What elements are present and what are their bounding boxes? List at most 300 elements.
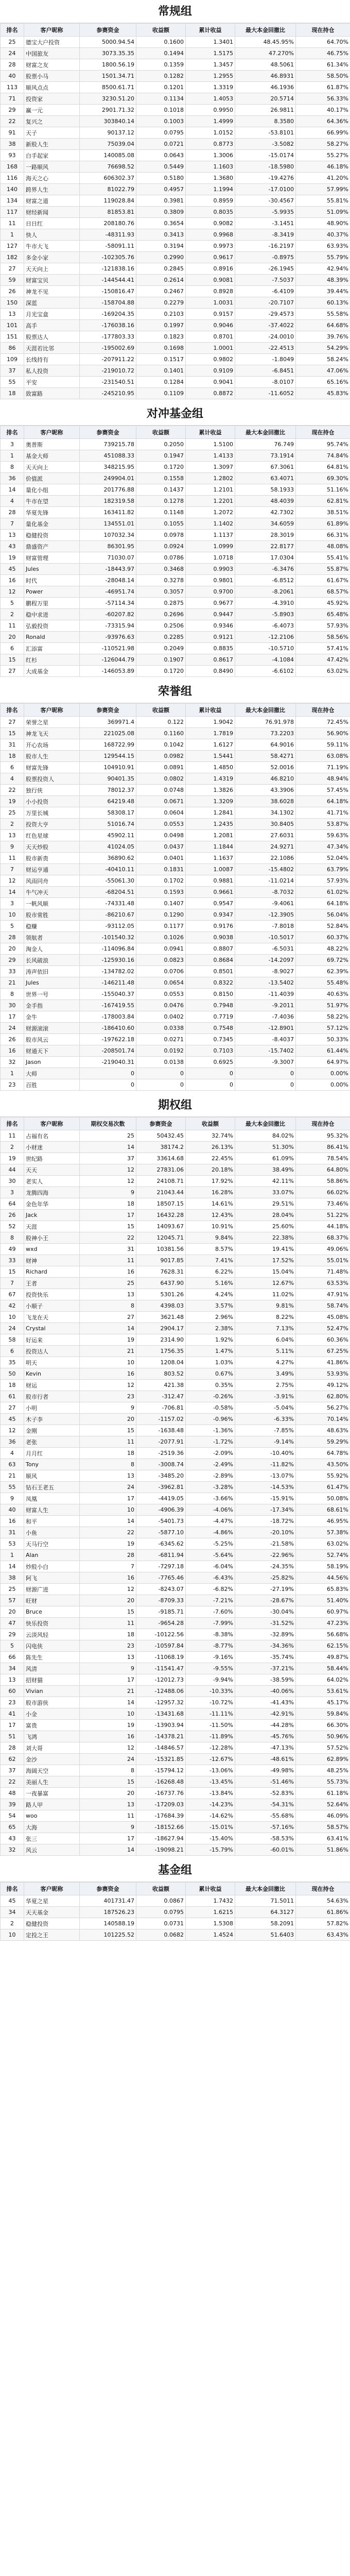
value-cell: 0.0437 — [136, 841, 186, 853]
value-cell: 64.81% — [296, 462, 350, 473]
nickname-cell: 赢一元 — [24, 105, 80, 116]
value-cell: 58.1933 — [235, 484, 296, 496]
value-cell: 0.1437 — [136, 484, 186, 496]
column-header: 客户昵称 — [24, 1117, 80, 1130]
value-cell: -19098.21 — [136, 1844, 186, 1856]
value-cell: -15.91% — [235, 1493, 296, 1504]
value-cell: 58.44% — [296, 1663, 350, 1674]
value-cell: 0.0643 — [136, 150, 186, 161]
value-cell: -15.0174 — [235, 150, 296, 161]
value-cell: 129544.15 — [80, 751, 136, 762]
value-cell: 140588.19 — [80, 1918, 136, 1929]
value-cell: 1.0999 — [186, 541, 235, 552]
table-row — [1, 59, 350, 71]
rank-cell: 61 — [1, 1391, 24, 1402]
value-cell: -9.2011 — [235, 1000, 296, 1011]
value-cell: 0.0721 — [136, 139, 186, 150]
value-cell: -48311.93 — [80, 229, 136, 241]
value-cell: 47.270% — [235, 48, 296, 59]
value-cell: -28.67% — [235, 1595, 296, 1606]
value-cell: 2901.71.32 — [80, 105, 136, 116]
value-cell: 62.80% — [296, 1391, 350, 1402]
value-cell: 73.46% — [296, 1198, 350, 1210]
value-cell: 74.84% — [296, 450, 350, 462]
rank-cell: 19 — [1, 1153, 24, 1164]
value-cell: 0.8035 — [186, 207, 235, 218]
table-row — [1, 632, 350, 643]
value-cell: 0.1109 — [136, 388, 186, 399]
table-row — [1, 898, 350, 909]
rank-cell: 6 — [1, 1346, 24, 1357]
value-cell: 61.67% — [296, 575, 350, 586]
value-cell: 48.90% — [296, 218, 350, 229]
value-cell: -57.16% — [235, 1822, 296, 1833]
table-row — [1, 1221, 350, 1232]
value-cell: -4906.39 — [136, 1504, 186, 1516]
value-cell: -102305.76 — [80, 252, 136, 263]
value-cell: 18 — [80, 1629, 136, 1640]
value-cell: 55.81% — [296, 195, 350, 207]
value-cell: 15 — [80, 1425, 136, 1436]
value-cell: -3.1451 — [235, 218, 296, 229]
value-cell: 61.02% — [296, 887, 350, 898]
value-cell: 1501.34.71 — [80, 71, 136, 82]
nickname-cell: 天涯若比邻 — [24, 343, 80, 354]
ranking-section — [0, 0, 350, 402]
value-cell: 1.2435 — [186, 819, 235, 830]
rank-cell: 28 — [1, 932, 24, 943]
value-cell: -13903.94 — [136, 1720, 186, 1731]
value-cell: 39.76% — [296, 331, 350, 343]
column-header: 参赛资金 — [80, 426, 136, 439]
nickname-cell: Alan — [24, 1550, 80, 1561]
value-cell: 12.67% — [235, 1278, 296, 1289]
nickname-cell: 闪电侠 — [24, 1640, 80, 1652]
table-row — [1, 229, 350, 241]
rank-cell: 14 — [1, 887, 24, 898]
value-cell: 0.9109 — [186, 365, 235, 377]
table-row — [1, 921, 350, 932]
rank-cell: 15 — [1, 728, 24, 739]
value-cell: -126044.79 — [80, 654, 136, 666]
value-cell: 1.4999 — [186, 116, 235, 127]
rank-cell: 13 — [1, 830, 24, 841]
value-cell: 0.1997 — [136, 320, 186, 331]
value-cell: 1.2201 — [186, 496, 235, 507]
value-cell: -28048.14 — [80, 575, 136, 586]
value-cell: 64.18% — [296, 898, 350, 909]
rank-cell: 6 — [1, 643, 24, 654]
column-header: 客户昵称 — [24, 1883, 80, 1895]
value-cell: 81853.81 — [80, 207, 136, 218]
value-cell: -34.36% — [235, 1640, 296, 1652]
rank-cell: 43 — [1, 1833, 24, 1844]
value-cell: 1.3457 — [186, 59, 235, 71]
value-cell: 12045.71 — [136, 1232, 186, 1244]
rank-cell: 6 — [1, 762, 24, 773]
rank-cell: 29 — [1, 1629, 24, 1640]
value-cell: 15.04% — [235, 1266, 296, 1278]
nickname-cell: 金牛 — [24, 1011, 80, 1023]
value-cell: 1.5441 — [186, 751, 235, 762]
value-cell: 0.1517 — [136, 354, 186, 365]
nickname-cell: 金色年华 — [24, 1198, 80, 1210]
value-cell: -17684.39 — [136, 1810, 186, 1822]
value-cell: -7.4036 — [235, 1011, 296, 1023]
table-row — [1, 484, 350, 496]
value-cell: -55061.30 — [80, 875, 136, 887]
value-cell: 14 — [80, 1697, 136, 1708]
value-cell: 15 — [80, 1776, 136, 1788]
column-header: 期权交易次数 — [80, 1117, 136, 1130]
table-row — [1, 864, 350, 875]
value-cell: -7.99% — [186, 1618, 235, 1629]
value-cell: -10.40% — [235, 1448, 296, 1459]
value-cell: 71030.07 — [80, 552, 136, 564]
value-cell: 20 — [80, 1595, 136, 1606]
table-row — [1, 819, 350, 830]
table-row — [1, 853, 350, 864]
rank-cell: 1 — [1, 229, 24, 241]
value-cell: 0.2103 — [136, 309, 186, 320]
value-cell: 12.43% — [186, 1210, 235, 1221]
value-cell: 0.9700 — [186, 586, 235, 598]
value-cell: -19.4276 — [235, 173, 296, 184]
value-cell: 58.56% — [296, 632, 350, 643]
value-cell: 54.63% — [296, 1895, 350, 1907]
value-cell: 28.3019 — [235, 530, 296, 541]
value-cell: 48.63% — [296, 1425, 350, 1436]
value-cell: 0.9802 — [186, 354, 235, 365]
table-row — [1, 1176, 350, 1187]
value-cell: 63.41% — [296, 1833, 350, 1844]
value-cell: 14 — [80, 1142, 136, 1153]
nickname-cell: 顺风 — [24, 1470, 80, 1482]
value-cell: 0.8872 — [186, 388, 235, 399]
value-cell: 0.8807 — [186, 943, 235, 955]
value-cell: -54.31% — [235, 1799, 296, 1810]
rank-cell: 12 — [1, 586, 24, 598]
value-cell: 101225.52 — [80, 1929, 136, 1941]
value-cell: 8.57% — [186, 1244, 235, 1255]
rank-cell: 57 — [1, 1595, 24, 1606]
value-cell: 48.5061 — [235, 59, 296, 71]
ranking-table — [0, 426, 350, 677]
value-cell: -1638.48 — [136, 1425, 186, 1436]
value-cell: 0.0891 — [136, 762, 186, 773]
value-cell: -38.59% — [235, 1674, 296, 1686]
value-cell: -18627.94 — [136, 1833, 186, 1844]
value-cell: 95.74% — [296, 439, 350, 450]
value-cell: 1.47% — [186, 1346, 235, 1357]
table-row — [1, 473, 350, 484]
nickname-cell: 跨界人生 — [24, 184, 80, 195]
nickname-cell: 小顺子 — [24, 1300, 80, 1312]
rank-cell: 24 — [1, 1023, 24, 1034]
nickname-cell: 长线持有 — [24, 354, 80, 365]
value-cell: 1.1402 — [186, 518, 235, 530]
value-cell: -74331.48 — [80, 898, 136, 909]
section-title: 荣誉组 — [0, 680, 350, 703]
value-cell: 0.5449 — [136, 161, 186, 173]
rank-cell: 48 — [1, 1788, 24, 1799]
value-cell: 61.89% — [296, 518, 350, 530]
nickname-cell: 神龙不见 — [24, 286, 80, 297]
value-cell: 61.18% — [296, 1788, 350, 1799]
value-cell: 0.0401 — [136, 853, 186, 864]
value-cell: -178003.84 — [80, 1011, 136, 1023]
value-cell: 27831.06 — [136, 1164, 186, 1176]
value-cell: -2.49% — [186, 1459, 235, 1470]
value-cell: 44.56% — [296, 1572, 350, 1584]
value-cell: 59.63% — [296, 830, 350, 841]
value-cell: -4.86% — [186, 1527, 235, 1538]
nickname-cell: 万里长城 — [24, 807, 80, 819]
value-cell: -6.8512 — [235, 575, 296, 586]
table-row — [1, 450, 350, 462]
column-header: 最大本金回撤比 — [235, 1117, 296, 1130]
nickname-cell: 财富之友 — [24, 59, 80, 71]
value-cell: 168722.99 — [80, 739, 136, 751]
table-row — [1, 1674, 350, 1686]
value-cell: -7.8018 — [235, 921, 296, 932]
value-cell: 119028.84 — [80, 195, 136, 207]
value-cell: 1.2072 — [186, 507, 235, 518]
value-cell: 17 — [80, 1493, 136, 1504]
value-cell: 16 — [80, 1266, 136, 1278]
value-cell: 208180.76 — [80, 218, 136, 229]
value-cell: 55.58% — [296, 309, 350, 320]
table-row — [1, 943, 350, 955]
value-cell: 42.7302 — [235, 507, 296, 518]
value-cell: 0.1600 — [136, 37, 186, 48]
value-cell: 1756.35 — [136, 1346, 186, 1357]
value-cell: 46.09% — [296, 1810, 350, 1822]
value-cell: 0.1401 — [136, 365, 186, 377]
value-cell: -13.84% — [186, 1788, 235, 1799]
table-row — [1, 127, 350, 139]
column-header: 参赛资金 — [80, 704, 136, 717]
value-cell: 0.0604 — [136, 807, 186, 819]
nickname-cell: 炒股小白 — [24, 1561, 80, 1572]
value-cell: -5.64% — [186, 1550, 235, 1561]
rank-cell: 31 — [1, 739, 24, 751]
value-cell: 22.45% — [186, 1153, 235, 1164]
ranking-table — [0, 1117, 350, 1856]
value-cell: 49.12% — [296, 1380, 350, 1391]
rank-cell: 134 — [1, 195, 24, 207]
value-cell: -47.13% — [235, 1742, 296, 1754]
value-cell: 58.22% — [296, 1011, 350, 1023]
ranking-section — [0, 402, 350, 680]
value-cell: 40.17% — [296, 105, 350, 116]
nickname-cell: 财源滚滚 — [24, 1023, 80, 1034]
value-cell: 0.3057 — [136, 586, 186, 598]
value-cell: 0.2049 — [136, 643, 186, 654]
rank-cell: 30 — [1, 1000, 24, 1011]
table-row — [1, 1504, 350, 1516]
value-cell: -0.58% — [186, 1402, 235, 1414]
table-row — [1, 37, 350, 48]
value-cell: 6.04% — [235, 1334, 296, 1346]
column-header: 排名 — [1, 1117, 24, 1130]
rank-cell: 27 — [1, 263, 24, 275]
value-cell: 57.93% — [296, 875, 350, 887]
value-cell: -2.89% — [186, 1470, 235, 1482]
value-cell: 7.41% — [186, 1255, 235, 1266]
value-cell: -86210.67 — [80, 909, 136, 921]
table-header-row — [1, 1117, 350, 1130]
table-row — [1, 739, 350, 751]
value-cell: 3230.51.20 — [80, 93, 136, 105]
value-cell: 1.3680 — [186, 173, 235, 184]
value-cell: 5301.26 — [136, 1289, 186, 1300]
value-cell: -22.96% — [235, 1550, 296, 1561]
rank-cell: 37 — [1, 1765, 24, 1776]
table-row — [1, 518, 350, 530]
value-cell: 1.0718 — [186, 552, 235, 564]
table-row — [1, 887, 350, 898]
value-cell: -32.89% — [235, 1629, 296, 1640]
value-cell: 23 — [80, 1391, 136, 1402]
value-cell: 1.3209 — [186, 796, 235, 807]
value-cell: 16 — [80, 1368, 136, 1380]
value-cell: 51.86% — [296, 1844, 350, 1856]
value-cell: 45.83% — [296, 388, 350, 399]
value-cell: 0.2467 — [136, 286, 186, 297]
value-cell: 68.37% — [296, 1232, 350, 1244]
value-cell: 0.0553 — [136, 989, 186, 1000]
value-cell: 55.92% — [296, 1470, 350, 1482]
nickname-cell: 世界一号 — [24, 989, 80, 1000]
value-cell: 0.3278 — [136, 575, 186, 586]
rank-cell: 1 — [1, 1550, 24, 1561]
value-cell: 451088.33 — [80, 450, 136, 462]
value-cell: 50.08% — [296, 1493, 350, 1504]
value-cell: -9.55% — [186, 1663, 235, 1674]
value-cell: 31 — [80, 1244, 136, 1255]
value-cell: 0.9973 — [186, 241, 235, 252]
value-cell: 14 — [80, 1323, 136, 1334]
rank-cell: 19 — [1, 552, 24, 564]
value-cell: -16.2197 — [235, 241, 296, 252]
rank-cell: 2 — [1, 1142, 24, 1153]
value-cell: 58.4271 — [235, 751, 296, 762]
value-cell: 90401.35 — [80, 773, 136, 785]
value-cell: 48.25% — [296, 1765, 350, 1776]
value-cell: 64.9016 — [235, 739, 296, 751]
value-cell: 0.9046 — [186, 320, 235, 331]
value-cell: -5.9935 — [235, 207, 296, 218]
rank-cell: 14 — [1, 1561, 24, 1572]
value-cell: 606302.37 — [80, 173, 136, 184]
value-cell: -5.8903 — [235, 609, 296, 620]
value-cell: 1.5100 — [186, 439, 235, 450]
value-cell: 33614.68 — [136, 1153, 186, 1164]
value-cell: 0.1831 — [136, 864, 186, 875]
value-cell: 69.30% — [296, 473, 350, 484]
nickname-cell: Jules — [24, 977, 80, 989]
value-cell: 25 — [80, 1130, 136, 1142]
value-cell: -110521.98 — [80, 643, 136, 654]
table-header-row — [1, 24, 350, 37]
value-cell: 86.41% — [296, 1142, 350, 1153]
value-cell: -31.52% — [235, 1618, 296, 1629]
value-cell: 75039.04 — [80, 139, 136, 150]
rank-cell: 24 — [1, 48, 24, 59]
nickname-cell: wxd — [24, 1244, 80, 1255]
value-cell: 38174.2 — [136, 1142, 186, 1153]
value-cell: -2519.36 — [136, 1448, 186, 1459]
value-cell: 64.02% — [296, 1674, 350, 1686]
value-cell: 46.75% — [296, 48, 350, 59]
value-cell: 48.94% — [296, 773, 350, 785]
value-cell: 2904.17 — [136, 1323, 186, 1334]
value-cell: 0.0654 — [136, 977, 186, 989]
table-row — [1, 297, 350, 309]
value-cell: 22 — [80, 1527, 136, 1538]
rank-cell: 12 — [1, 1425, 24, 1436]
value-cell: -49.98% — [235, 1765, 296, 1776]
value-cell: 15 — [80, 1606, 136, 1618]
value-cell: 0.8835 — [186, 643, 235, 654]
value-cell: 32.74% — [186, 1130, 235, 1142]
table-row — [1, 1538, 350, 1550]
table-row — [1, 1402, 350, 1414]
value-cell: -11.6052 — [235, 388, 296, 399]
value-cell: 58.27% — [296, 139, 350, 150]
column-header: 收益额 — [186, 1117, 235, 1130]
value-cell: -6.43% — [186, 1572, 235, 1584]
nickname-cell: 王者 — [24, 1278, 80, 1289]
rank-cell: 86 — [1, 343, 24, 354]
rank-cell: 40 — [1, 71, 24, 82]
value-cell: 33.07% — [235, 1187, 296, 1198]
value-cell: 0.0786 — [136, 552, 186, 564]
table-row — [1, 717, 350, 728]
value-cell: 0.2279 — [136, 297, 186, 309]
rank-cell: 13 — [1, 530, 24, 541]
value-cell: -30.04% — [235, 1606, 296, 1618]
rank-cell: 38 — [1, 1572, 24, 1584]
column-header: 现在持仓 — [296, 24, 350, 37]
value-cell: 23 — [80, 1640, 136, 1652]
value-cell: 63.02% — [296, 1538, 350, 1550]
nickname-cell: 独行侠 — [24, 785, 80, 796]
value-cell: 56.33% — [296, 93, 350, 105]
value-cell: 249904.01 — [80, 473, 136, 484]
value-cell: 0.8773 — [186, 139, 235, 150]
value-cell: 20.18% — [186, 1164, 235, 1176]
value-cell: 51.16% — [296, 484, 350, 496]
rank-cell: 34 — [1, 1663, 24, 1674]
value-cell: 64.68% — [296, 320, 350, 331]
value-cell: 0.2506 — [136, 620, 186, 632]
table-row — [1, 1844, 350, 1856]
value-cell: 0.0748 — [136, 785, 186, 796]
value-cell: -17209.03 — [136, 1799, 186, 1810]
table-row — [1, 1266, 350, 1278]
value-cell: 9.81% — [235, 1300, 296, 1312]
table-row — [1, 1142, 350, 1153]
table-row — [1, 1300, 350, 1312]
nickname-cell: 大海 — [24, 1822, 80, 1833]
rank-cell: 26 — [1, 1034, 24, 1045]
value-cell: 1.2081 — [186, 830, 235, 841]
value-cell: 68.57% — [296, 586, 350, 598]
nickname-cell: 钻石王老五 — [24, 1482, 80, 1493]
nickname-cell: 阿飞 — [24, 1572, 80, 1584]
